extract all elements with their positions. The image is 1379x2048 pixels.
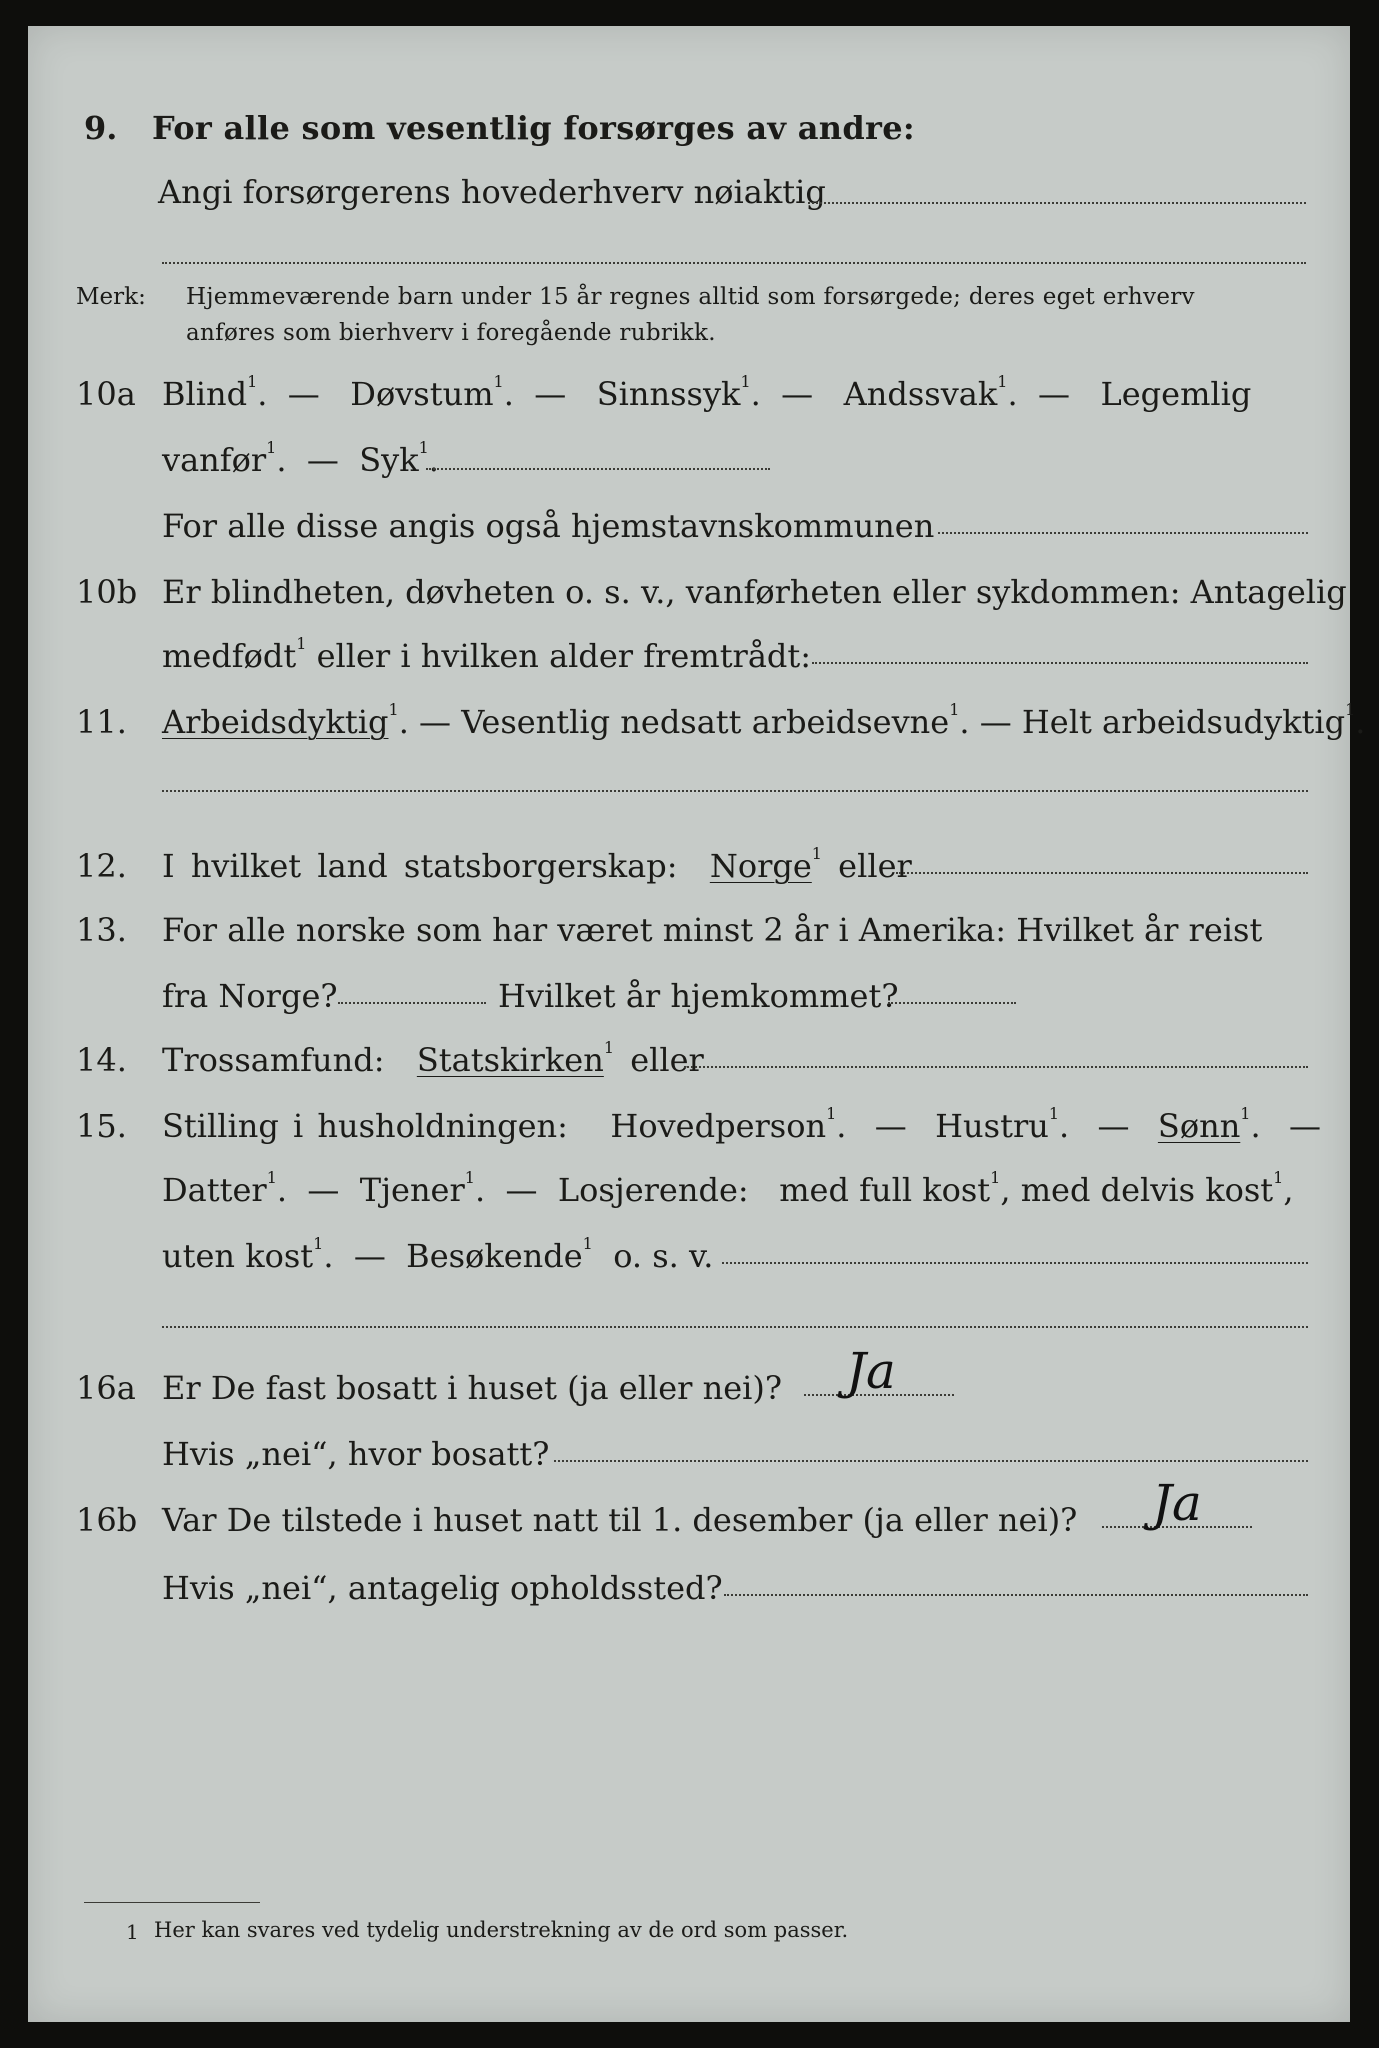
opt-uten-kost: uten kost [162,1237,314,1275]
opt-helt: Helt arbeidsudyktig [1021,703,1346,741]
q16b-opholdssted-line [724,1594,1308,1596]
q10b-line2: medfødt$^1$ eller i hvilken alder fremtrådt: [162,634,812,675]
opt-arbeidsdyktig: Arbeidsdyktig [162,703,389,741]
q16b-line2: Hvis „nei“, antagelig opholdssted? [162,1569,723,1607]
q9-line1: For alle som vesentlig forsørges av andre: [152,109,915,147]
opt-blind: Blind [162,375,248,413]
q16a-number: 16a [76,1369,136,1407]
q13-line2b: Hvilket år hjemkommet? [498,977,899,1015]
q10a-number: 10a [76,375,136,413]
q10b-line1: Er blindheten, døvheten o. s. v., vanførheten eller sykdommen: Antagelig [162,573,1347,611]
opt-statskirken: Statskirken [416,1041,604,1079]
q10a-line3: For alle disse angis også hjemstavnskommunen [162,507,935,545]
q12-line: I hvilket land statsborgerskap: Norge$^1$ eller [162,844,912,885]
opt-andssvak: Andssvak [843,375,998,413]
opt-legemlig: Legemlig [1100,375,1252,413]
q10a-answer-line [938,532,1308,534]
q13-line1: For alle norske som har været minst 2 år i Amerika: Hvilket år reist [162,911,1263,949]
opt-medfodt: medfødt [162,637,297,675]
opt-besokende: Besøkende [406,1237,583,1275]
q10b-number: 10b [76,573,138,611]
q12-number: 12. [76,847,127,885]
q14-number: 14. [76,1041,127,1079]
opt-hustru: Hustru [935,1107,1049,1145]
q16b-handwritten-answer: Ja [1152,1474,1202,1532]
q11-number: 11. [76,703,127,741]
q15-line1: Stilling i husholdningen: Hovedperson$^1$. — Hustru$^1$. — Sønn$^1$. — [162,1104,1321,1145]
opt-sonn: Sønn [1157,1107,1241,1145]
opt-full-kost: med full kost [779,1171,991,1209]
q12-answer-line [896,872,1308,874]
q10a-line1: Blind$^1$. — Døvstum$^1$. — Sinnssyk$^1$. — Andssvak$^1$. — Legemlig [162,372,1252,413]
q15-number: 15. [76,1107,127,1145]
q10a-line2: vanfør$^1$. — Syk$^1$. [162,438,439,479]
opt-datter: Datter [162,1171,267,1209]
q14-answer-line [684,1066,1308,1068]
opt-dovstum: Døvstum [350,375,494,413]
census-form-page [28,26,1366,2022]
q15-line2: Datter$^1$. — Tjener$^1$. — Losjerende: med full kost$^1$, med delvis kost$^1$, [162,1168,1294,1209]
q13-hjem-line [888,1002,1016,1004]
opt-hovedperson: Hovedperson [610,1107,827,1145]
opt-delvis-kost: med delvis kost [1020,1171,1274,1209]
q16a-line2: Hvis „nei“, hvor bosatt? [162,1435,550,1473]
opt-vesentlig: Vesentlig nedsatt arbeidsevne [461,703,950,741]
merk-line2: anføres som bierhverv i foregående rubrikk. [186,320,716,346]
footnote-text: Her kan svares ved tydelig understrekning av de ord som passer. [154,1918,849,1942]
q16b-line1: Var De tilstede i huset natt til 1. desember (ja eller nei)? [162,1501,1078,1539]
q16b-number: 16b [76,1501,138,1539]
footnote-rule [84,1902,260,1903]
q9-number: 9. [84,109,118,147]
q14-line: Trossamfund: Statskirken$^1$ eller [162,1038,704,1079]
q15-line3: uten kost$^1$. — Besøkende$^1$ o. s. v. [162,1234,714,1275]
q11-answer-line [162,790,1308,792]
q9-answer-line [808,202,1306,204]
q16a-handwritten-answer: Ja [846,1342,896,1400]
q15-answer-line-2 [162,1326,1308,1328]
q13-line2a: fra Norge? [162,977,338,1015]
q13-number: 13. [76,911,127,949]
q9-line2: Angi forsørgerens hovederhverv nøiaktig [158,173,826,211]
q10b-answer-line [812,662,1308,664]
opt-norge: Norge [709,847,812,885]
q16a-line1: Er De fast bosatt i huset (ja eller nei)? [162,1369,783,1407]
opt-syk: Syk [359,441,419,479]
merk-label: Merk: [76,284,146,310]
opt-vanfor: vanfør [162,441,267,479]
q10a-syk-line [426,468,770,470]
opt-tjener: Tjener [359,1171,465,1209]
q15-answer-line [722,1262,1308,1264]
q11-line1: Arbeidsdyktig$^1$. — Vesentlig nedsatt arbeidsevne$^1$. — Helt arbeidsudyktig$^1$. [162,700,1366,741]
merk-line1: Hjemmeværende barn under 15 år regnes alltid som forsørgede; deres eget erhverv [186,284,1195,310]
footnote-mark: 1 [126,1920,139,1944]
q13-reist-line [338,1002,486,1004]
opt-sinnssyk: Sinnssyk [596,375,741,413]
q9-answer-line-2 [162,262,1306,264]
q16a-bosatt-line [554,1460,1308,1462]
